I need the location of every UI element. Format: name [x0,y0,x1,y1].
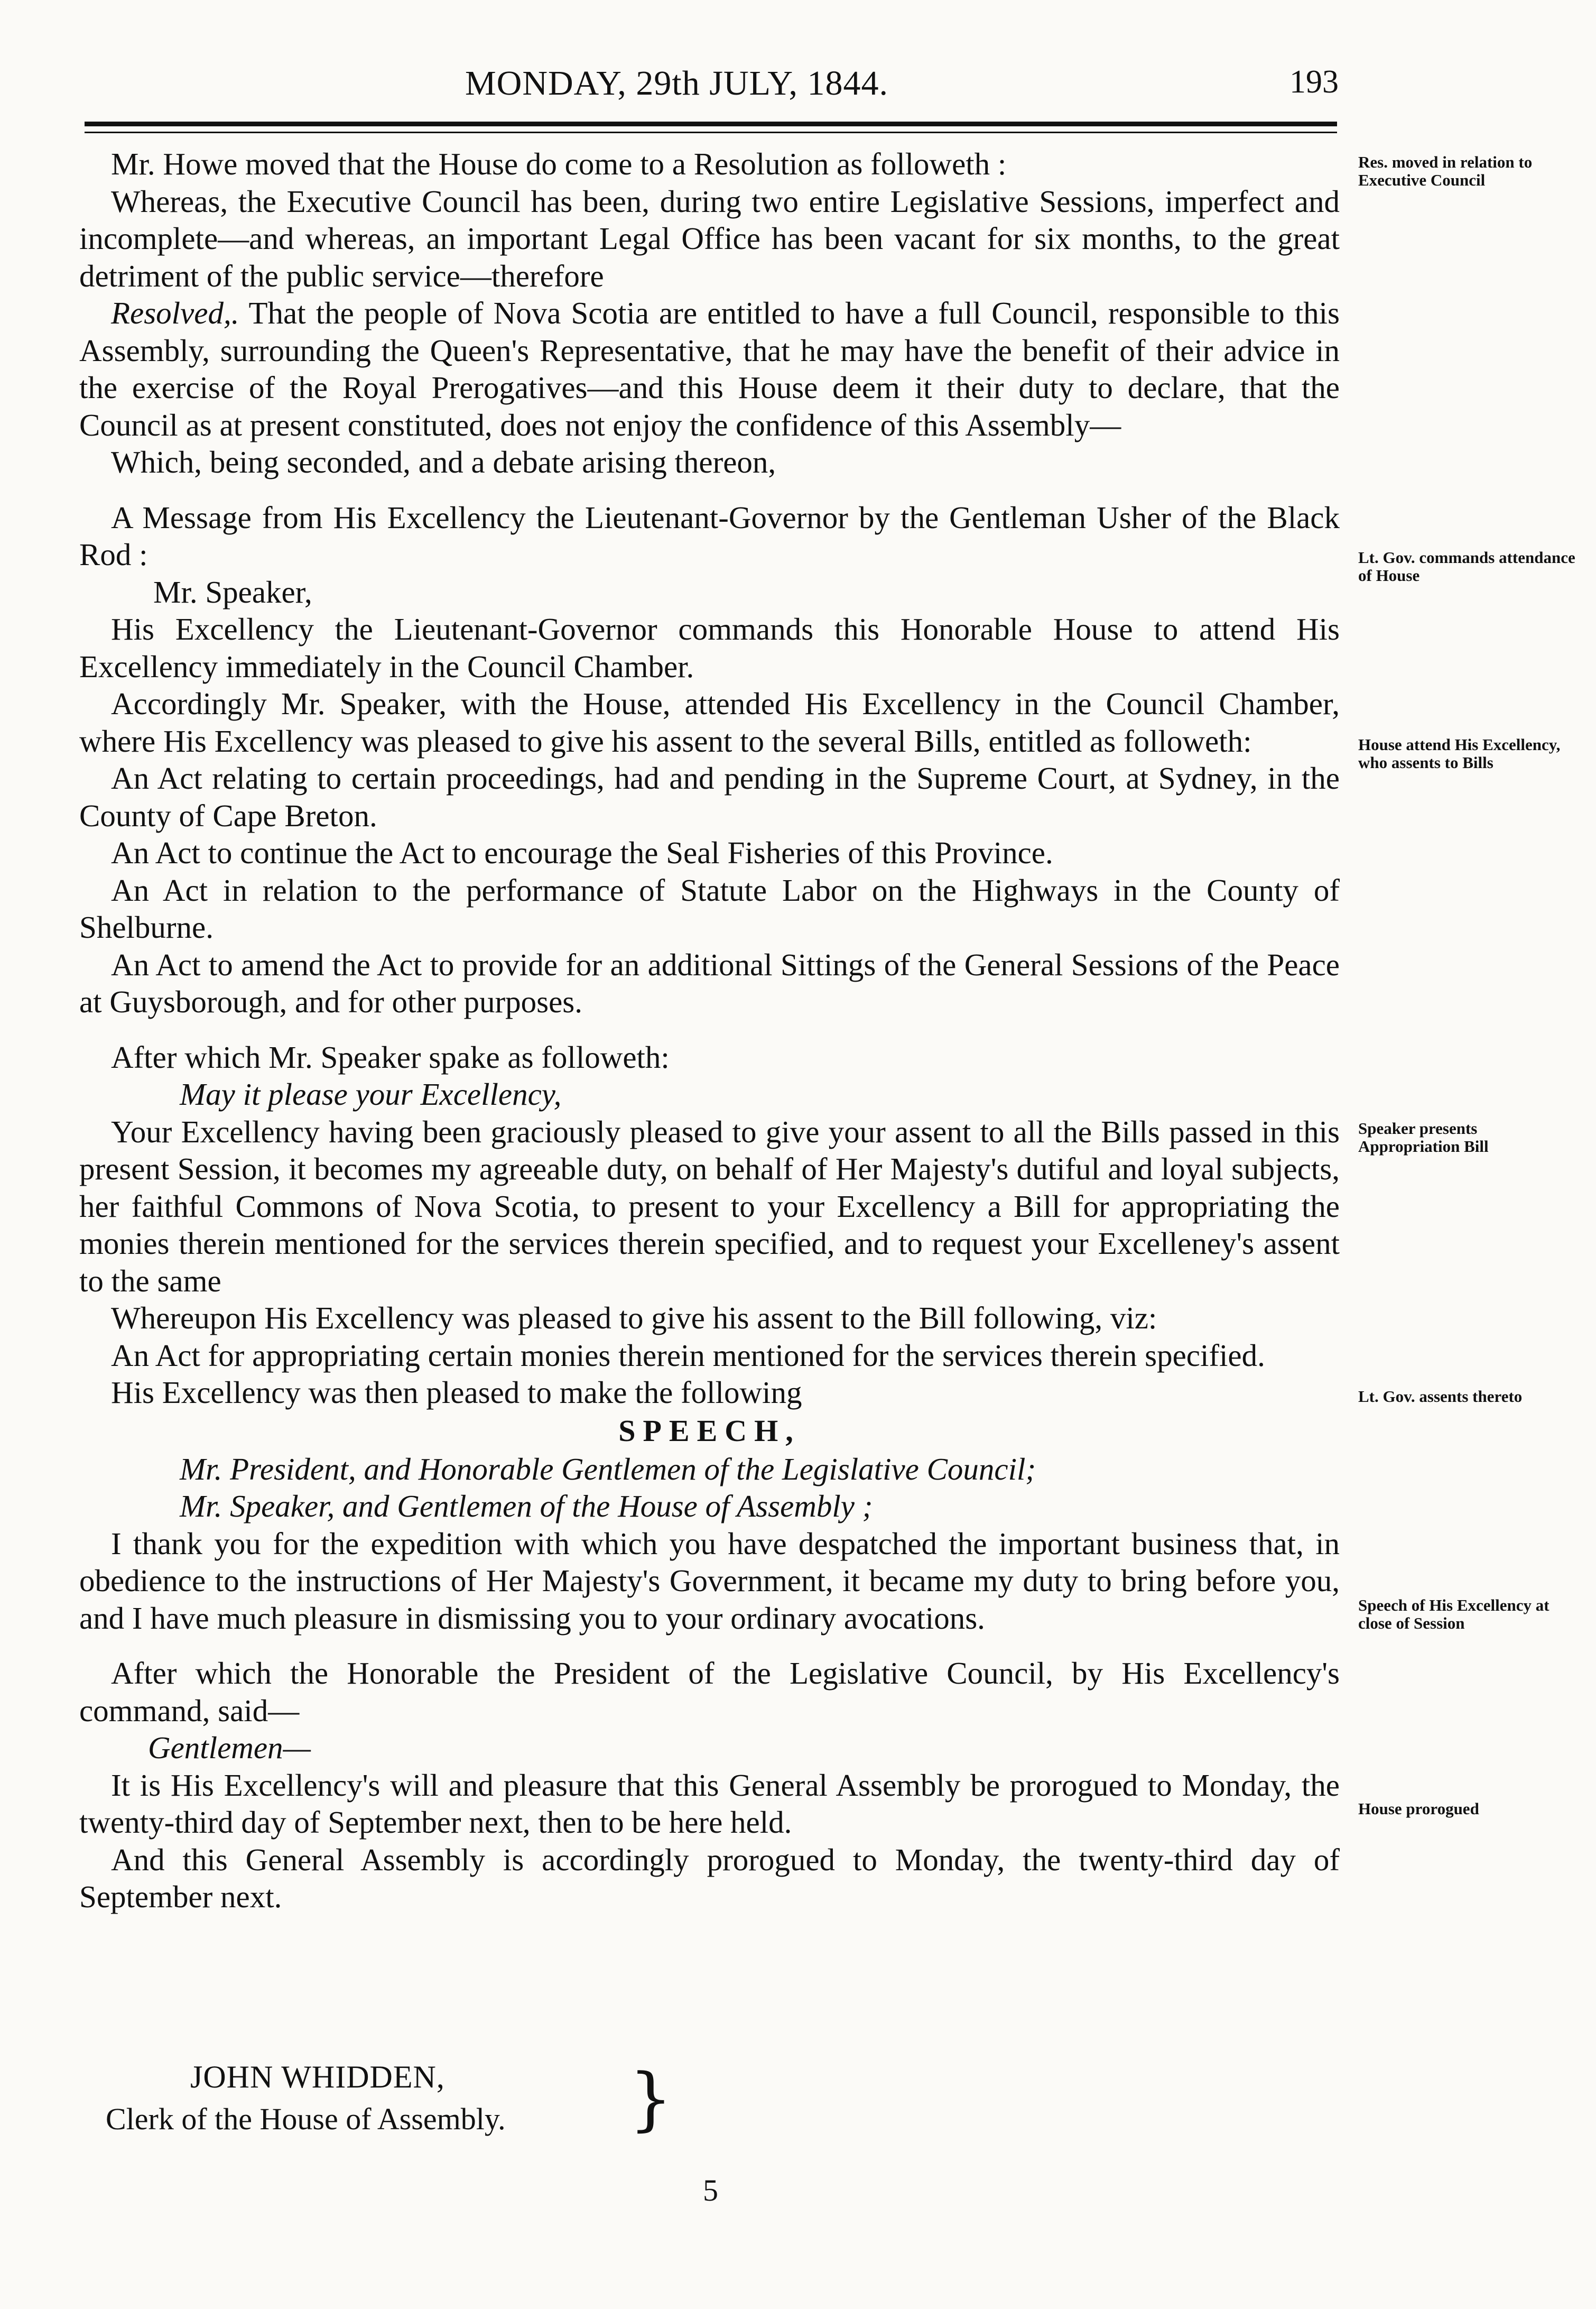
signature-role: Clerk of the House of Assembly. [106,2102,506,2136]
signature-mark: 5 [703,2173,718,2208]
margin-note-gov-assents: Lt. Gov. assents thereto [1358,1387,1523,1406]
margin-note-prorogued: House prorogued [1358,1799,1479,1818]
signature-brace: } [629,2058,673,2139]
speech-heading: SPEECH, [618,1413,801,1448]
margin-note-appropriation: Speaker presents Appropriation Bill [1358,1119,1489,1156]
paragraph-speaker-spake: After which Mr. Speaker spake as followeth: [111,1039,670,1075]
paragraph-act-seal-fisheries: An Act to continue the Act to encourage the Seal Fisheries of this Province. [111,835,1053,870]
page-number: 193 [1289,64,1339,100]
paragraph-gentlemen: Gentlemen— [148,1730,311,1765]
paragraph-commands: His Excellency the Lieutenant-Governor commands this Honorable House to attend His Excellency immediately in the Council Chamber. [79,612,1340,684]
paragraph-address-assembly: Mr. Speaker, and Gentlemen of the House of Assembly ; [180,1489,873,1523]
header-rule-thin [85,132,1337,133]
paragraph-seconded: Which, being seconded, and a debate arising thereon, [111,445,776,479]
paragraph-motion: Mr. Howe moved that the House do come to a Resolution as followeth : [111,146,1007,181]
margin-note-resolution: Res. moved in relation to Executive Council [1358,153,1533,189]
paragraph-address-council: Mr. President, and Honorable Gentlemen of the Legislative Council; [180,1451,1036,1486]
resolved-lead: Resolved,. [111,295,239,330]
main-text [79,145,1340,1916]
paragraph-address: May it please your Excellency, [180,1077,562,1112]
paragraph-act-statute-labor: An Act in relation to the performance of Statute Labor on the Highways in the County of Shelburne. [79,872,1340,945]
paragraph-salutation: Mr. Speaker, [153,574,312,609]
paragraph-prorogue-will: It is His Excellency's will and pleasure that this General Assembly be prorogued to Monday, the twenty-third day of September next, then to be here held. [79,1767,1340,1840]
header-rule-thick [85,122,1337,126]
paragraph-make-following: His Excellency was then pleased to make the following [111,1375,802,1410]
paragraph-message: A Message from His Excellency the Lieutenant-Governor by the Gentleman Usher of the Black Rod : [79,500,1340,572]
paragraph-act-guysborough: An Act to amend the Act to provide for an additional Sittings of the General Sessions of the Peace at Guysborough, and for other purposes. [79,947,1340,1019]
paragraph-speech-text: I thank you for the expedition with which you have despatched the important business that, in obedience to the instructions of Her Majesty's Government, it became my duty to bring before you, and I have much pleasure in dismissing you to your ordinary avocations. [79,1526,1340,1636]
page-header [0,63,1374,111]
paragraph-president-said: After which the Honorable the President of the Legislative Council, by His Excellency's command, said— [79,1656,1340,1728]
paragraph-act-cape-breton: An Act relating to certain proceedings, had and pending in the Supreme Court, at Sydney, in the County of Cape Breton. [79,761,1340,833]
paragraph-whereupon: Whereupon His Excellency was pleased to give his assent to the Bill following, viz: [111,1300,1157,1335]
paragraph-prorogued: And this General Assembly is accordingly prorogued to Monday, the twenty-third day of September next. [79,1842,1340,1914]
paragraph-resolved [79,294,1340,444]
margin-note-speech: Speech of His Excellency at close of Session [1358,1596,1549,1632]
header-title: MONDAY, 29th JULY, 1844. [465,64,888,103]
paragraph-whereas: Whereas, the Executive Council has been, during two entire Legislative Sessions, imperfect and incomplete—and whereas, an important Legal Office has been vacant for six months, to the great detriment of the public service—therefore [79,183,1340,293]
resolved-text: That the people of Nova Scotia are entitled to have a full Council, responsible to this Assembly, surrounding the Queen's Representative, that he may have the benefit of their advice in the exercise of the Royal Prerogatives—and this House deem it their duty to declare, that the Council as at present constituted, does not enjoy the confidence of this Assembly— [79,295,1340,442]
margin-note-assent-bills: House attend His Excellency, who assents to Bills [1358,735,1561,772]
paragraph-accordingly: Accordingly Mr. Speaker, with the House, attended His Excellency in the Council Chamber, where His Excellency was pleased to give his assent to the several Bills, entitled as followeth: [79,686,1340,759]
paragraph-speaker-address: Your Excellency having been graciously pleased to give your assent to all the Bills passed in this present Session, it becomes my agreeable duty, on behalf of Her Majesty's dutiful and loyal subjects, her faithful Commons of Nova Scotia, to present to your Excellency a Bill for appropriating the monies therein mentioned for the services therein specified, and to request your Excelleney's assent to the same [79,1114,1340,1298]
paragraph-appropriation-act: An Act for appropriating certain monies therein mentioned for the services therein specified. [111,1337,1265,1373]
signature-name: JOHN WHIDDEN, [190,2059,445,2094]
margin-note-attendance: Lt. Gov. commands attendance of House [1358,548,1575,585]
